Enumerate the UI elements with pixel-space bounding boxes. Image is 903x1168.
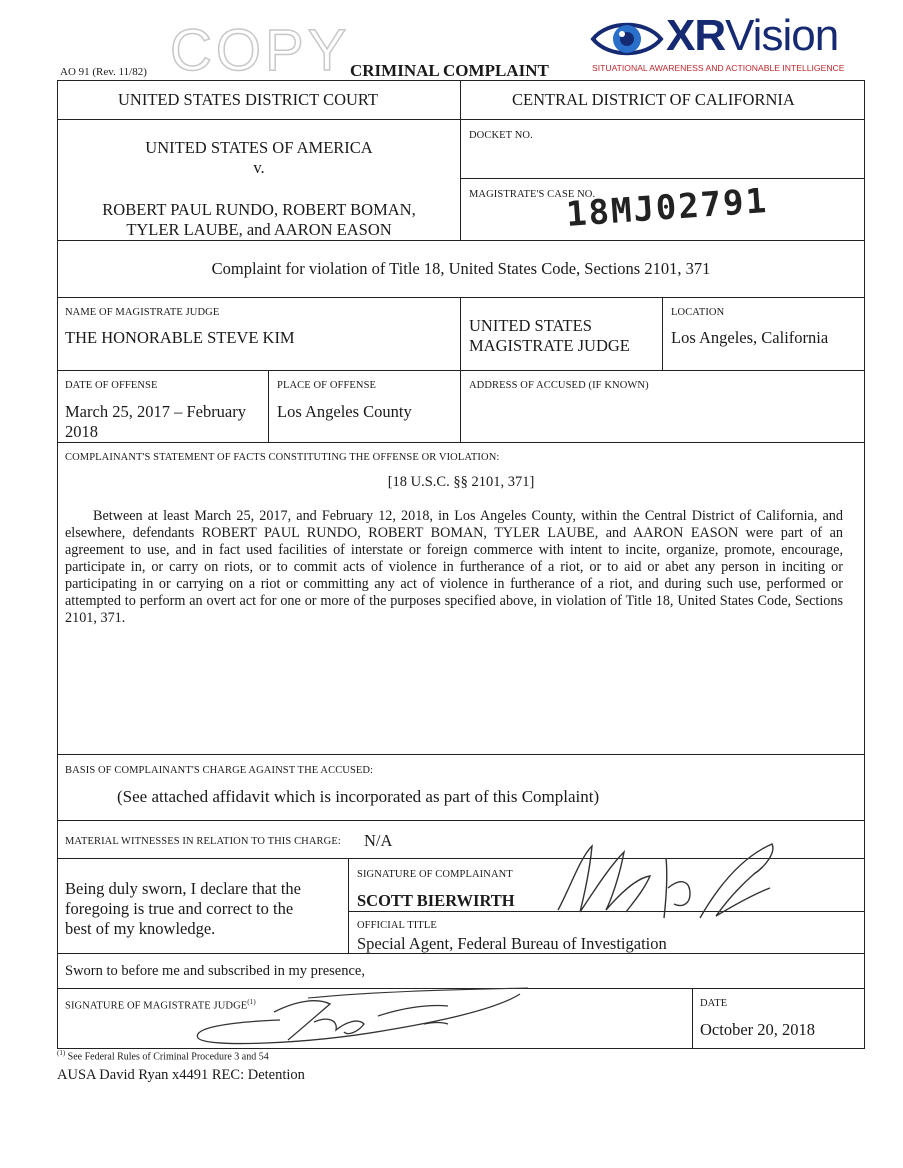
plaintiff: UNITED STATES OF AMERICA [145, 138, 373, 157]
basis-label: BASIS OF COMPLAINANT'S CHARGE AGAINST THE ACCUSED: [65, 765, 374, 776]
copy-stamp: COPY [170, 18, 351, 83]
judge-title-line2: MAGISTRATE JUDGE [469, 336, 630, 355]
logo-vision: Vision [725, 11, 839, 60]
magistrate-signature [188, 986, 548, 1048]
sworn-statement: Sworn to before me and subscribed in my presence, [65, 963, 365, 979]
magistrate-signature-label-text: SIGNATURE OF MAGISTRATE JUDGE [65, 1000, 248, 1012]
xrvision-logo [588, 11, 868, 76]
form-title: CRIMINAL COMPLAINT [350, 61, 549, 80]
defendants-line1: ROBERT PAUL RUNDO, ROBERT BOMAN, [102, 200, 416, 219]
date-value: October 20, 2018 [700, 1020, 816, 1039]
statement-body: Between at least March 25, 2017, and February 12, 2018, in Los Angeles County, within the Central District of California, and elsewhere, defendants ROBERT PAUL RUNDO, ROBERT BOMAN, TYLER LAUBE, and AARON EASON were part of an agreement to use, and in fact used facilities of interstate or foreign commerce with intent to incite, organize, promote, encourage, participate in, or carry on riots, or to commit acts of violence in furtherance of a riot, or to aid or abet any person in inciting or participating in or carrying on a riot or committing any act of violence in furtherance of a riot, and during such use, performed or attempted to perform an overt act for one or more of the purposes specified above, in violation of Title 18, United States Code, Sections 2101, 371. [65, 508, 843, 626]
complainant-signature [540, 838, 800, 928]
judge-name: THE HONORABLE STEVE KIM [65, 328, 295, 347]
date-of-offense-label: DATE OF OFFENSE [65, 380, 158, 391]
place-of-offense: Los Angeles County [277, 402, 412, 421]
address-of-accused-label: ADDRESS OF ACCUSED (IF KNOWN) [469, 380, 649, 391]
footnote [57, 1049, 269, 1062]
official-title-value: Special Agent, Federal Bureau of Investigation [357, 934, 667, 953]
oath-line2: foregoing is true and correct to the [65, 899, 294, 918]
complainant-name: SCOTT BIERWIRTH [357, 891, 515, 910]
magistrate-case-number: 18MJ02791 [564, 180, 770, 236]
logo-xr: XR [666, 11, 726, 60]
magistrate-footnote-mark: (1) [247, 998, 256, 1006]
magistrate-case-label: MAGISTRATE'S CASE NO. [469, 189, 596, 200]
versus: v. [253, 158, 265, 177]
defendants-line2: TYLER LAUBE, and AARON EASON [126, 220, 392, 239]
complaint-for: Complaint for violation of Title 18, United States Code, Sections 2101, 371 [211, 259, 711, 278]
oath-line3: best of my knowledge. [65, 919, 216, 938]
date-label: DATE [700, 998, 728, 1009]
court-district: CENTRAL DISTRICT OF CALIFORNIA [512, 90, 795, 109]
docket-label: DOCKET NO. [469, 130, 533, 141]
statement-label: COMPLAINANT'S STATEMENT OF FACTS CONSTITUTING THE OFFENSE OR VIOLATION: [65, 452, 500, 463]
place-of-offense-label: PLACE OF OFFENSE [277, 380, 377, 391]
eye-icon [590, 16, 664, 62]
footnote-text: See Federal Rules of Criminal Procedure 3 and 54 [67, 1051, 269, 1063]
court-name: UNITED STATES DISTRICT COURT [118, 90, 379, 109]
judge-title-line1: UNITED STATES [469, 316, 592, 335]
form-number: AO 91 (Rev. 11/82) [60, 66, 147, 78]
judge-name-label: NAME OF MAGISTRATE JUDGE [65, 307, 220, 318]
location-label: LOCATION [671, 307, 725, 318]
logo-tagline: SITUATIONAL AWARENESS AND ACTIONABLE INTELLIGENCE [592, 63, 845, 73]
witnesses-value: N/A [364, 831, 393, 850]
date-of-offense-line2: 2018 [65, 422, 98, 441]
location-value: Los Angeles, California [671, 328, 829, 347]
footnote-mark: (1) [57, 1049, 66, 1057]
date-of-offense-line1: March 25, 2017 – February [65, 402, 247, 421]
oath-line1: Being duly sworn, I declare that the [65, 879, 301, 898]
witnesses-label: MATERIAL WITNESSES IN RELATION TO THIS CHARGE: [65, 836, 341, 847]
basis-value: (See attached affidavit which is incorporated as part of this Complaint) [117, 787, 600, 806]
statement-citation: [18 U.S.C. §§ 2101, 371] [387, 474, 535, 490]
official-title-label: OFFICIAL TITLE [357, 920, 437, 931]
complainant-signature-label: SIGNATURE OF COMPLAINANT [357, 869, 513, 880]
ausa-line: AUSA David Ryan x4491 REC: Detention [57, 1067, 305, 1083]
logo-wordmark [666, 11, 839, 60]
